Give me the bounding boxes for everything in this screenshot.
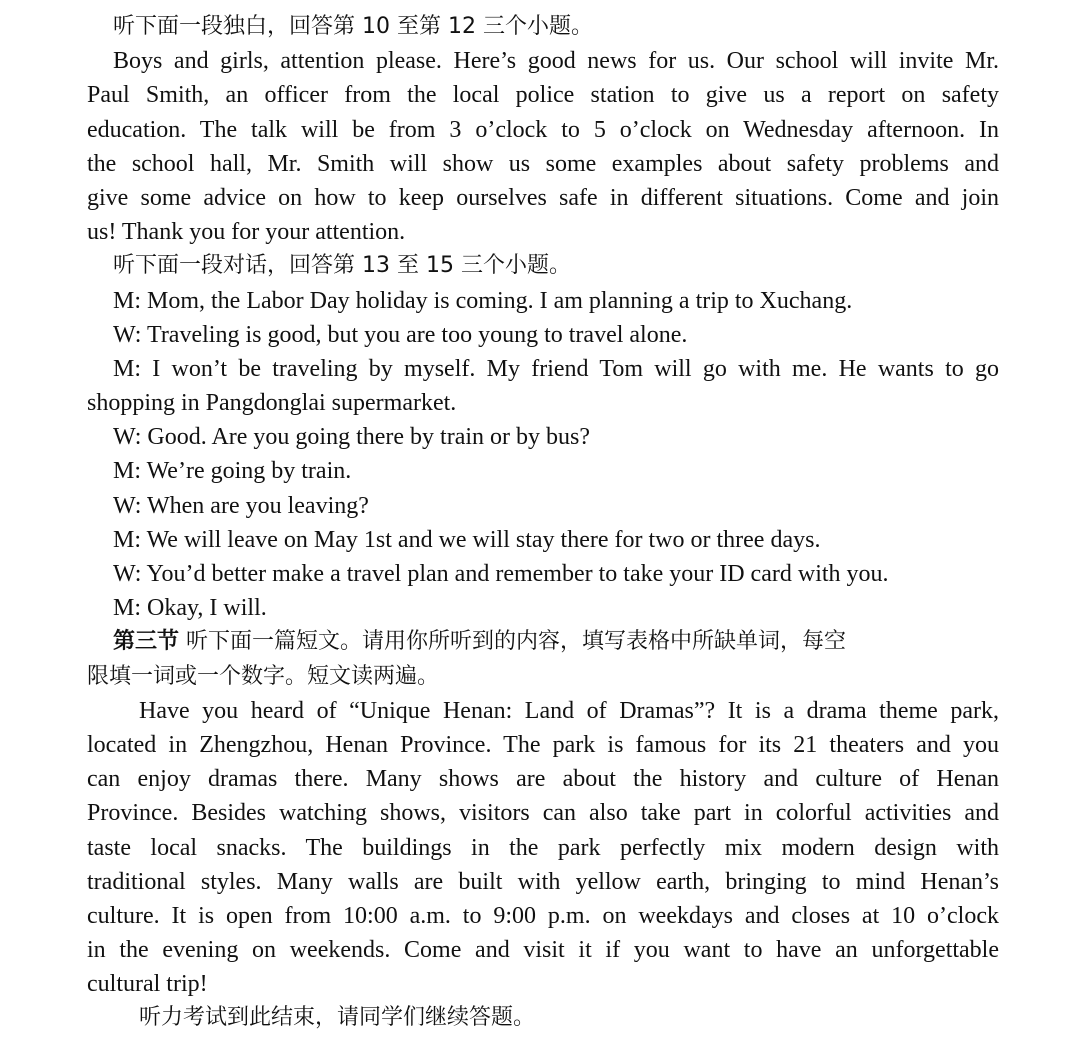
passage-line: in the evening on weekends. Come and visit it if you want to have an unforgettable xyxy=(87,937,999,964)
dialogue-instruction: 听下面一段对话，回答第 13 至 15 三个小题。 xyxy=(113,253,571,279)
passage-line: cultural trip! xyxy=(87,971,208,998)
monologue-line: education. The talk will be from 3 o’clock to 5 o’clock on Wednesday afternoon. In xyxy=(87,116,999,143)
dialogue-turn: M: We’re going by train. xyxy=(113,458,352,485)
listening-script-page xyxy=(87,10,999,1036)
passage-line: located in Zhengzhou, Henan Province. The park is famous for its 21 theaters and you xyxy=(87,731,999,758)
passage-line: taste local snacks. The buildings in the park perfectly mix modern design with xyxy=(87,834,999,861)
passage-line: can enjoy dramas there. Many shows are about the history and culture of Henan xyxy=(87,766,999,793)
dialogue-turn: W: You’d better make a travel plan and remember to take your ID card with you. xyxy=(113,561,889,587)
monologue-instruction: 听下面一段独白，回答第 10 至第 12 三个小题。 xyxy=(113,14,593,39)
monologue-line: the school hall, Mr. Smith will show us some examples about safety problems and xyxy=(87,150,999,177)
monologue-line: Paul Smith, an officer from the local police station to give us a report on safety xyxy=(87,82,999,109)
dialogue-turn: M: Okay, I will. xyxy=(113,595,267,622)
closing-note: 听力考试到此结束，请同学们继续答题。 xyxy=(139,1005,536,1031)
passage-line: traditional styles. Many walls are built with yellow earth, bringing to mind Henan’s xyxy=(87,868,999,895)
section3-instruction-text: 听下面一篇短文。请用你所听到的内容，填写表格中所缺单词，每空 xyxy=(186,629,847,655)
section3-instruction xyxy=(87,625,999,659)
passage-line: Have you heard of “Unique Henan: Land of Dramas”? It is a drama theme park, xyxy=(139,697,999,724)
dialogue-turn-continuation: shopping in Pangdonglai supermarket. xyxy=(87,390,457,417)
dialogue-turn: M: We will leave on May 1st and we will stay there for two or three days. xyxy=(113,526,821,553)
section3-instruction-continuation: 限填一词或一个数字。短文读两遍。 xyxy=(87,663,440,689)
monologue-line: Boys and girls, attention please. Here’s good news for us. Our school will invite Mr. xyxy=(113,48,999,75)
dialogue xyxy=(87,284,999,626)
dialogue-turn: W: Good. Are you going there by train or by bus? xyxy=(113,424,591,451)
dialogue-turn: W: Traveling is good, but you are too young to travel alone. xyxy=(113,321,688,348)
dialogue-turn: W: When are you leaving? xyxy=(113,492,369,519)
monologue-line: us! Thank you for your attention. xyxy=(87,219,406,246)
monologue-line: give some advice on how to keep ourselves safe in different situations. Come and join xyxy=(87,184,999,211)
dialogue-turn: M: Mom, the Labor Day holiday is coming. I am planning a trip to Xuchang. xyxy=(113,287,853,314)
passage-line: Province. Besides watching shows, visitors can also take part in colorful activities and xyxy=(87,800,999,827)
dialogue-turn: M: I won’t be traveling by myself. My friend Tom will go with me. He wants to go xyxy=(113,355,999,382)
monologue-paragraph xyxy=(87,44,999,249)
passage-line: culture. It is open from 10:00 a.m. to 9:00 p.m. on weekdays and closes at 10 o’clock xyxy=(87,902,999,929)
section3-passage xyxy=(87,694,999,1002)
section3-heading: 第三节 xyxy=(113,629,180,655)
